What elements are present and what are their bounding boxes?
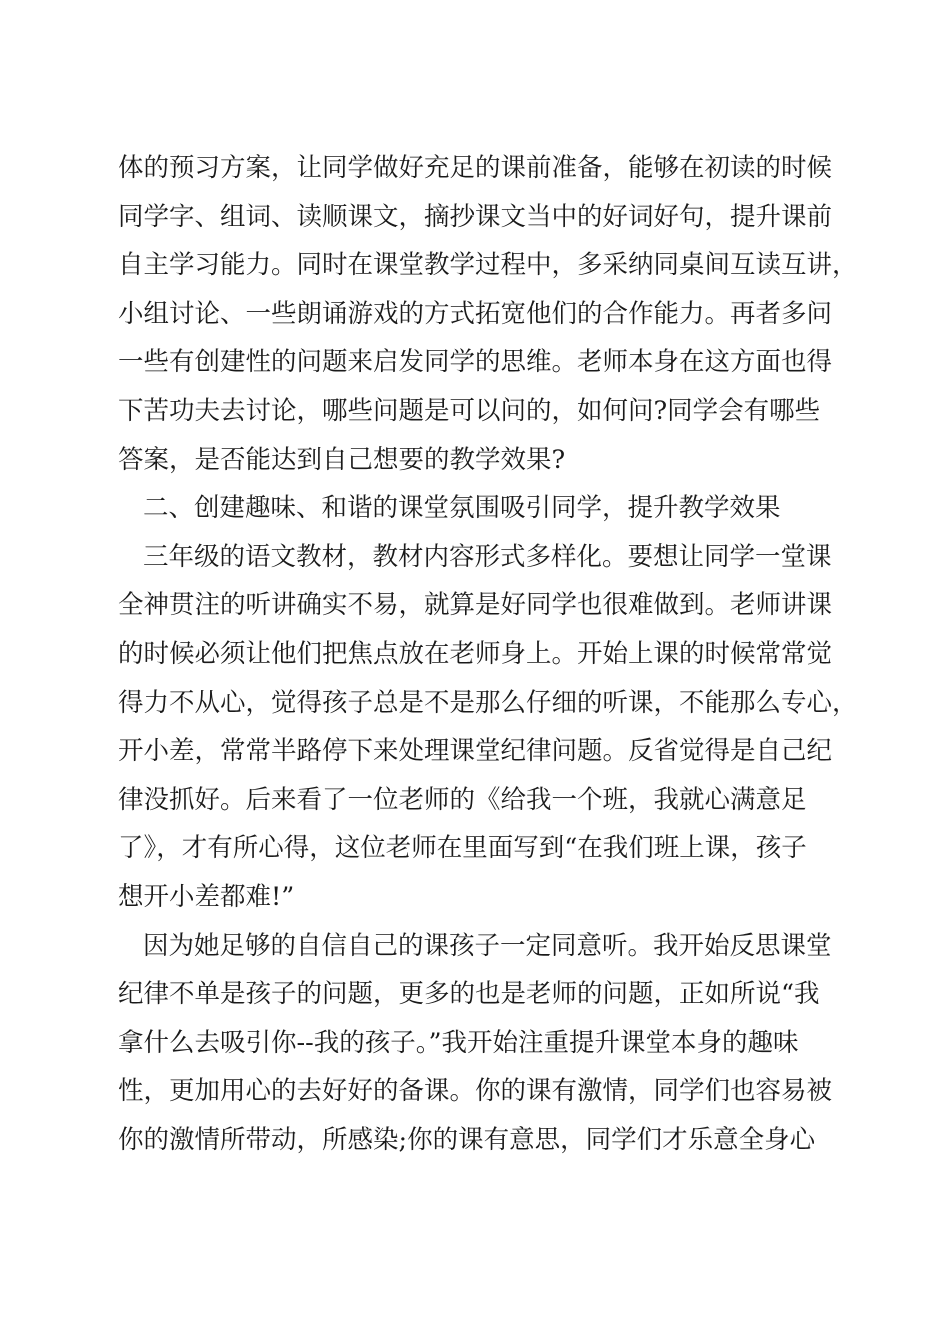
text-line: 一些有创建性的问题来启发同学的思维。老师本身在这方面也得 bbox=[118, 347, 833, 378]
text-line: 纪律不单是孩子的问题，更多的也是老师的问题，正如所说“我 bbox=[118, 979, 820, 1010]
text-line: 全神贯注的听讲确实不易，就算是好同学也很难做到。老师讲课 bbox=[118, 590, 833, 621]
text-line: 的时候必须让他们把焦点放在老师身上。开始上课的时候常常觉 bbox=[118, 638, 833, 669]
text-line: 体的预习方案，让同学做好充足的课前准备，能够在初读的时候 bbox=[118, 153, 833, 183]
paragraph-start-line: 因为她足够的自信自己的课孩子一定同意听。我开始反思课堂 bbox=[143, 930, 832, 961]
text-line: 下苦功夫去讨论，哪些问题是可以问的，如何问?同学会有哪些 bbox=[118, 395, 821, 426]
text-line: 拿什么去吸引你--我的孩子。”我开始注重提升课堂本身的趣味 bbox=[118, 1027, 799, 1058]
text-line: 开小差，常常半路停下来处理课堂纪律问题。反省觉得是自己纪 bbox=[118, 736, 833, 767]
text-line: 律没抓好。后来看了一位老师的《给我一个班，我就心满意足 bbox=[118, 784, 807, 815]
paragraph-start-line: 三年级的语文教材，教材内容形式多样化。要想让同学一堂课 bbox=[143, 541, 832, 572]
text-line: 同学字、组词、读顺课文，摘抄课文当中的好词好句，提升课前 bbox=[118, 201, 833, 232]
text-line: 了》，才有所心得，这位老师在里面写到“在我们班上课，孩子 bbox=[118, 833, 807, 864]
text-line: 你的激情所带动，所感染;你的课有意思，同学们才乐意全身心 bbox=[118, 1124, 816, 1155]
text-line: 性，更加用心的去好好的备课。你的课有激情，同学们也容易被 bbox=[118, 1076, 833, 1107]
text-line: 小组讨论、一些朗诵游戏的方式拓宽他们的合作能力。再者多问 bbox=[118, 298, 833, 329]
text-line: 答案，是否能达到自己想要的教学效果? bbox=[118, 444, 566, 475]
document-body bbox=[118, 144, 858, 1164]
text-line: 得力不从心，觉得孩子总是不是那么仔细的听课，不能那么专心， bbox=[118, 687, 858, 718]
text-line: 自主学习能力。同时在课堂教学过程中，多采纳同桌间互读互讲， bbox=[118, 250, 858, 281]
text-line: 想开小差都难!” bbox=[118, 881, 295, 912]
section-heading: 二、创建趣味、和谐的课堂氛围吸引同学，提升教学效果 bbox=[143, 493, 781, 524]
